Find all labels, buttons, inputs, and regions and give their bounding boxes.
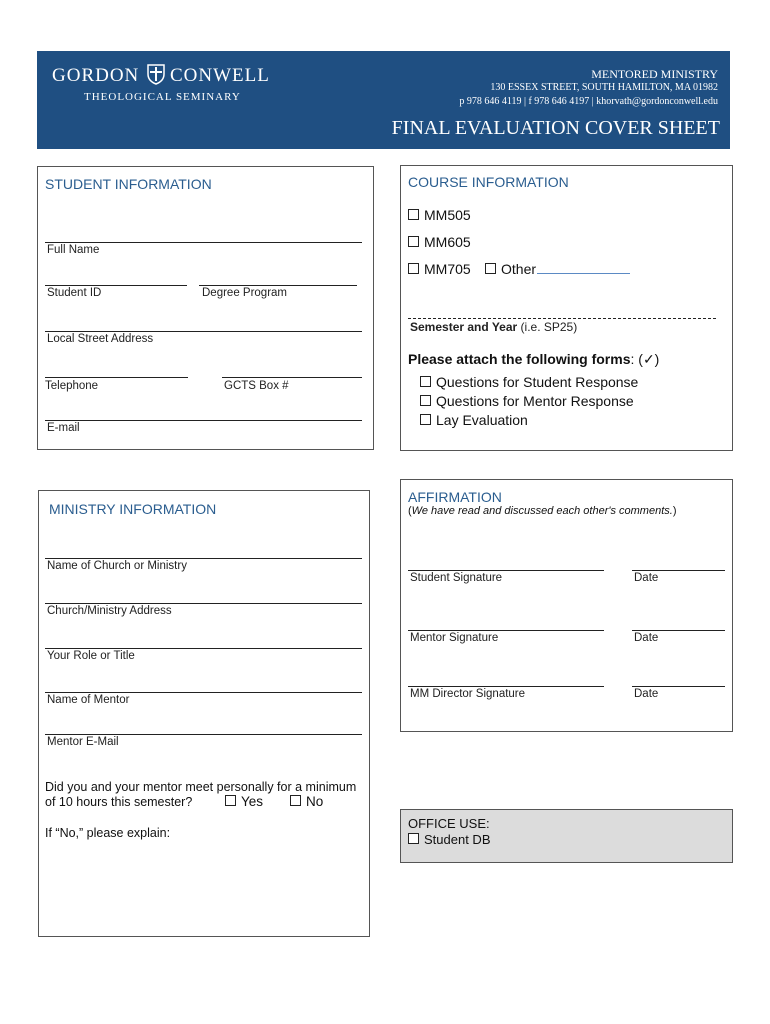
department-contact: p 978 646 4119 | f 978 646 4197 | khorvath@gordonconwell.edu — [459, 96, 718, 107]
checkbox-icon[interactable] — [420, 395, 431, 406]
director-signature-line[interactable] — [408, 686, 604, 687]
student-date-line[interactable] — [632, 570, 725, 571]
role-label: Your Role or Title — [47, 650, 135, 662]
telephone-label: Telephone — [45, 380, 99, 392]
explain-label: If “No,” please explain: — [45, 826, 171, 840]
student-info-heading: STUDENT INFORMATION — [45, 176, 212, 192]
full-name-line[interactable] — [45, 242, 362, 243]
student-info-box — [37, 166, 374, 450]
student-date-label: Date — [634, 572, 659, 584]
address-label: Local Street Address — [47, 333, 154, 345]
church-line[interactable] — [45, 558, 362, 559]
director-date-label: Date — [634, 688, 659, 700]
checkbox-icon[interactable] — [408, 263, 419, 274]
course-info-box — [400, 165, 733, 451]
student-id-label: Student ID — [47, 287, 102, 299]
mentor-email-line[interactable] — [45, 734, 362, 735]
gcts-box-line[interactable] — [222, 377, 362, 378]
checkbox-icon[interactable] — [485, 263, 496, 274]
office-use-box — [400, 809, 733, 863]
checkbox-icon[interactable] — [420, 414, 431, 425]
option-mm505[interactable]: MM505 — [408, 207, 471, 223]
other-field-line[interactable] — [537, 273, 630, 274]
form-lay-evaluation[interactable]: Lay Evaluation — [420, 412, 528, 428]
student-id-line[interactable] — [45, 285, 187, 286]
department-name: MENTORED MINISTRY — [591, 67, 718, 81]
mentor-date-label: Date — [634, 632, 659, 644]
brand-right: CONWELL — [170, 65, 270, 86]
checkbox-icon[interactable] — [408, 236, 419, 247]
degree-program-line[interactable] — [199, 285, 357, 286]
no-option[interactable]: No — [290, 794, 323, 809]
mentor-name-line[interactable] — [45, 692, 362, 693]
mentor-email-label: Mentor E-Mail — [47, 736, 119, 748]
checkbox-icon[interactable] — [290, 795, 301, 806]
student-signature-line[interactable] — [408, 570, 604, 571]
yes-option[interactable]: Yes — [225, 794, 263, 809]
ministry-info-heading: MINISTRY INFORMATION — [49, 501, 217, 517]
semester-line[interactable] — [408, 318, 716, 319]
degree-program-label: Degree Program — [202, 287, 288, 299]
checkbox-icon[interactable] — [420, 376, 431, 387]
office-use-heading: OFFICE USE: — [408, 816, 490, 831]
email-label: E-mail — [47, 422, 80, 434]
telephone-line[interactable] — [45, 377, 188, 378]
student-db-option[interactable]: Student DB — [408, 832, 491, 847]
church-label: Name of Church or Ministry — [47, 560, 187, 572]
hours-question-line2: of 10 hours this semester? — [45, 795, 193, 809]
header-banner — [37, 51, 730, 149]
church-address-label: Church/Ministry Address — [47, 605, 172, 617]
student-signature-label: Student Signature — [410, 572, 503, 584]
option-mm705[interactable]: MM705 — [408, 261, 471, 277]
church-address-line[interactable] — [45, 603, 362, 604]
seminary-name: THEOLOGICAL SEMINARY — [84, 91, 241, 103]
course-info-heading: COURSE INFORMATION — [408, 174, 569, 190]
mentor-name-label: Name of Mentor — [47, 694, 130, 706]
director-signature-label: MM Director Signature — [410, 688, 526, 700]
checkbox-icon[interactable] — [408, 833, 419, 844]
page-title: FINAL EVALUATION COVER SHEET — [391, 117, 720, 139]
form-student-response[interactable]: Questions for Student Response — [420, 374, 638, 390]
checkbox-icon[interactable] — [225, 795, 236, 806]
gcts-box-label: GCTS Box # — [224, 380, 289, 392]
hours-question-line1: Did you and your mentor meet personally for a minimum — [45, 780, 357, 794]
department-address: 130 ESSEX STREET, SOUTH HAMILTON, MA 01982 — [490, 82, 718, 93]
affirmation-box — [400, 479, 733, 732]
seminary-crest-icon — [147, 64, 165, 85]
attach-forms-heading: Please attach the following forms: (✓) — [408, 351, 660, 367]
address-line[interactable] — [45, 331, 362, 332]
option-other[interactable]: Other — [485, 261, 536, 277]
director-date-line[interactable] — [632, 686, 725, 687]
option-mm605[interactable]: MM605 — [408, 234, 471, 250]
semester-label: Semester and Year (i.e. SP25) — [410, 320, 578, 334]
form-mentor-response[interactable]: Questions for Mentor Response — [420, 393, 634, 409]
full-name-label: Full Name — [47, 244, 100, 256]
role-line[interactable] — [45, 648, 362, 649]
brand-left: GORDON — [52, 65, 140, 86]
mentor-signature-label: Mentor Signature — [410, 632, 499, 644]
checkbox-icon[interactable] — [408, 209, 419, 220]
affirmation-note: (We have read and discussed each other's comments.) — [408, 505, 677, 517]
email-line[interactable] — [45, 420, 362, 421]
mentor-signature-line[interactable] — [408, 630, 604, 631]
ministry-info-box — [38, 490, 370, 937]
mentor-date-line[interactable] — [632, 630, 725, 631]
affirmation-heading: AFFIRMATION — [408, 489, 502, 505]
